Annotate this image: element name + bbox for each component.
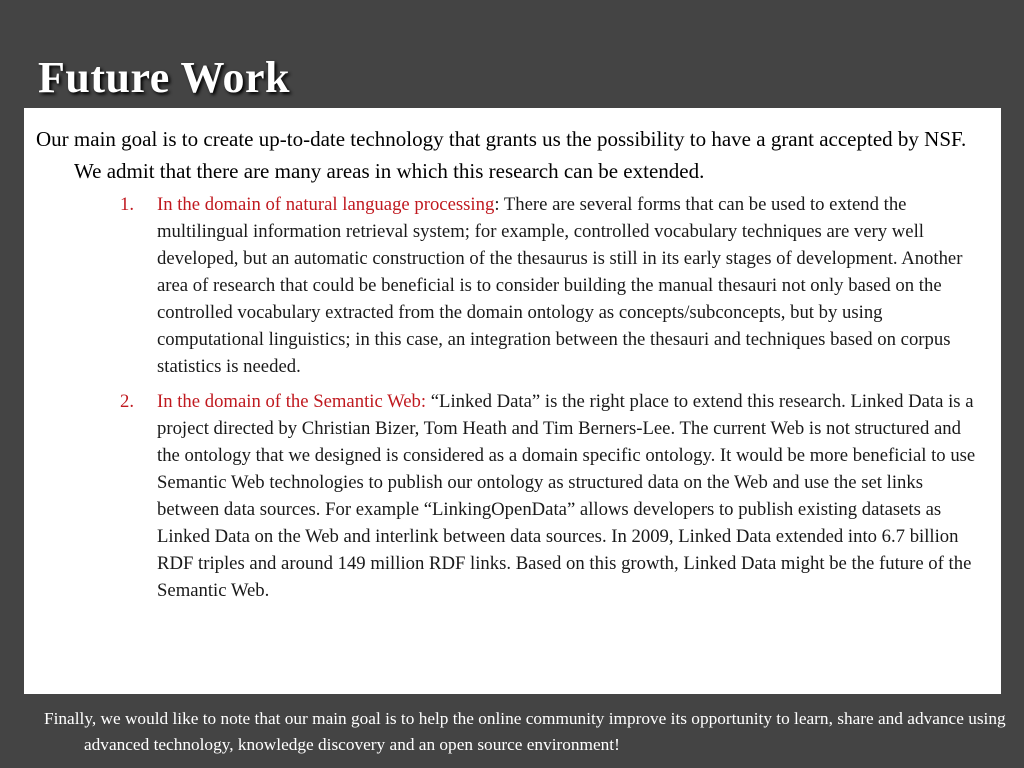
list-item: [36, 388, 987, 604]
content-panel: [24, 108, 1001, 694]
list-item-number: 1.: [120, 194, 135, 215]
closing-statement: Finally, we would like to note that our main goal is to help the online community improve its opportunity to learn, share and advance using advanced technology, knowledge discovery and an open source environment!: [44, 709, 1006, 754]
slide-title: Future Work: [38, 53, 291, 102]
main-goal-paragraph: Our main goal is to create up-to-date technology that grants us the possibility to have a grant accepted by NSF. We admit that there are many areas in which this research can be extended.: [36, 127, 967, 183]
list-item-body: “Linked Data” is the right place to extend this research. Linked Data is a project directed by Christian Bizer, Tom Heath and Tim Berners-Lee. The current Web is not structured and the ontology that we designed is considered as a domain specific ontology. It would be more beneficial to use Semantic Web technologies to publish our ontology as structured data on the Web and use the set links between data sources. For example “LinkingOpenData” allows developers to publish existing datasets as Linked Data on the Web and interlink between data sources. In 2009, Linked Data extended into 6.7 billion RDF triples and around 149 million RDF links. Based on this growth, Linked Data might be the future of the Semantic Web.: [157, 391, 976, 601]
list-item-body: : There are several forms that can be used to extend the multilingual information retrieval system; for example, controlled vocabulary techniques are very well developed, but an automatic construction of the thesaurus is still in its early stages of development. Another area of research that could be beneficial is to consider building the manual thesauri not only based on the controlled vocabulary extracted from the domain ontology as concepts/subconcepts, but by using computational linguistics; in this case, an integration between the thesauri and techniques based on corpus statistics is needed.: [157, 194, 963, 377]
list-item-heading: In the domain of the Semantic Web:: [157, 391, 427, 412]
research-areas-list: [36, 191, 987, 604]
list-item-heading: In the domain of natural language processing: [157, 194, 495, 215]
list-item: [36, 191, 987, 380]
list-item-number: 2.: [120, 391, 135, 412]
